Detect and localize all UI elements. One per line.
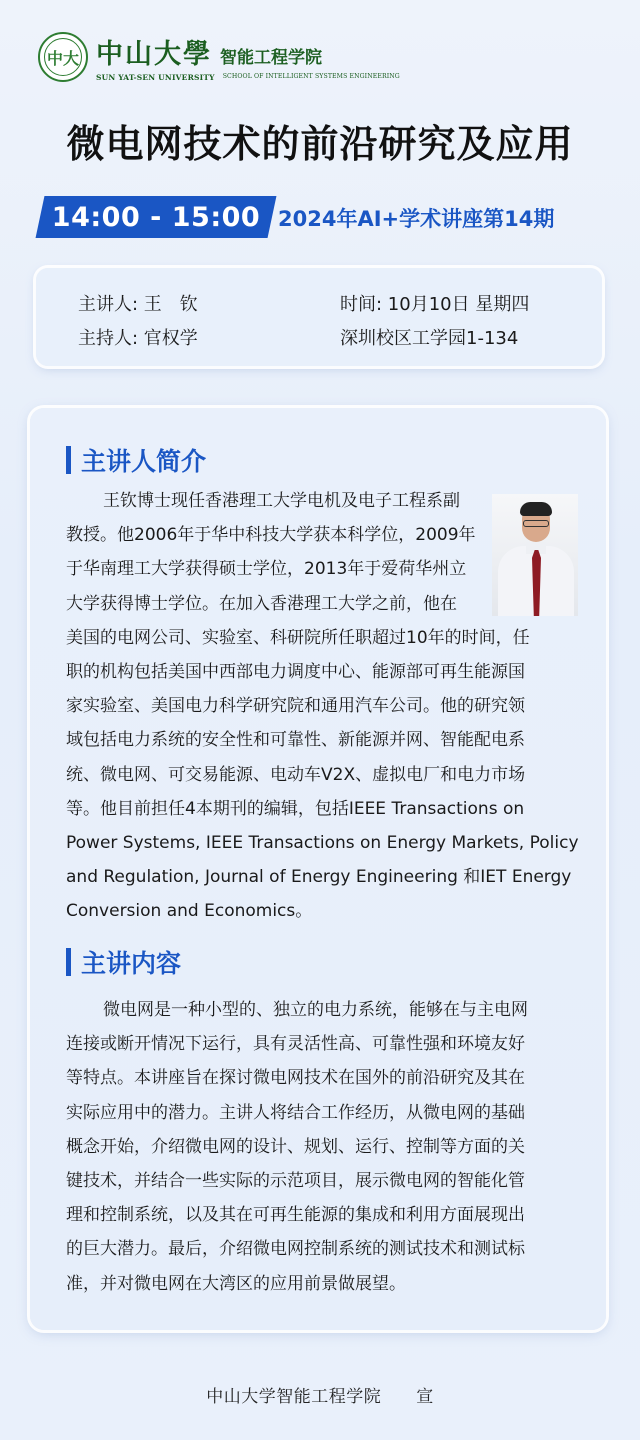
content-line: 键技术，并结合一些实际的示范项目，展示微电网的智能化管 xyxy=(66,1171,525,1192)
content-line: 微电网是一种小型的、独立的电力系统，能够在与主电网 xyxy=(103,1000,528,1020)
bio-line: 美国的电网公司、实验室、科研院所任职超过10年的时间，任 xyxy=(66,627,530,648)
university-name-en: SUN YAT-SEN UNIVERSITY xyxy=(96,73,215,82)
lecture-content-text xyxy=(66,993,574,1301)
speaker-name: 主讲人: 王 钦 xyxy=(78,294,198,315)
info-card xyxy=(36,268,602,366)
university-seal-logo xyxy=(38,32,88,82)
content-line: 概念开始，介绍微电网的设计、规划、运行、控制等方面的关 xyxy=(66,1136,525,1157)
bio-line: 王钦博士现任香港理工大学电机及电子工程系副 xyxy=(103,491,460,511)
bio-line: and Regulation, Journal of Energy Engineering 和IET Energy xyxy=(66,867,572,888)
lecture-content-heading-text: 主讲内容 xyxy=(81,949,182,978)
content-line: 连接或断开情况下运行，具有灵活性高、可靠性强和环境友好 xyxy=(66,1034,525,1055)
bio-line: 于华南理工大学获得硕士学位，2013年于爱荷华州立 xyxy=(66,559,467,580)
brand-text xyxy=(96,32,400,82)
lecture-time: 14:00 - 15:00 xyxy=(51,201,261,233)
seal-text: 中大 xyxy=(44,38,82,76)
school-name-cn: 智能工程学院 xyxy=(220,48,322,68)
content-line: 准，并对微电网在大湾区的应用前景做展望。 xyxy=(66,1273,406,1294)
lecture-date: 时间: 10月10日 星期四 xyxy=(340,294,530,315)
bio-line: Conversion and Economics。 xyxy=(66,901,313,922)
bio-line: Power Systems, IEEE Transactions on Energy Markets, Policy xyxy=(66,833,579,854)
heading-bar xyxy=(66,446,71,474)
lecture-location: 深圳校区工学园1-134 xyxy=(340,328,519,349)
content-line: 实际应用中的潜力。主讲人将结合工作经历，从微电网的基础 xyxy=(66,1102,525,1123)
university-name-cn: 中山大學 xyxy=(96,39,212,70)
speaker-bio-text xyxy=(66,484,579,929)
bio-line: 家实验室、美国电力科学研究院和通用汽车公司。他的研究领 xyxy=(66,696,525,717)
bio-line: 等。他目前担任4本期刊的编辑，包括IEEE Transactions on xyxy=(66,798,525,819)
content-line: 的巨大潜力。最后，介绍微电网控制系统的测试技术和测试标 xyxy=(66,1239,525,1260)
speaker-bio-heading-text: 主讲人简介 xyxy=(81,447,207,476)
bio-line: 统、微电网、可交易能源、电动车V2X、虚拟电厂和电力市场 xyxy=(66,764,526,785)
bio-line: 职的机构包括美国中西部电力调度中心、能源部可再生能源国 xyxy=(66,662,525,683)
lecture-content-heading xyxy=(66,944,181,980)
heading-bar xyxy=(66,948,71,976)
content-line: 理和控制系统，以及其在可再生能源的集成和利用方面展现出 xyxy=(66,1205,525,1226)
header xyxy=(38,32,400,82)
bio-line: 域包括电力系统的安全性和可靠性、新能源并网、智能配电系 xyxy=(66,730,525,751)
speaker-bio-heading xyxy=(66,442,206,478)
bio-line: 教授。他2006年于华中科技大学获本科学位，2009年 xyxy=(66,525,476,546)
lecture-series: 2024年AI+学术讲座第14期 xyxy=(278,207,555,231)
bio-line: 大学获得博士学位。在加入香港理工大学之前，他在 xyxy=(66,593,457,614)
content-line: 等特点。本讲座旨在探讨微电网技术在国外的前沿研究及其在 xyxy=(66,1068,525,1089)
host-name: 主持人: 官权学 xyxy=(78,328,198,349)
footer-issuer: 中山大学智能工程学院 宣 xyxy=(206,1387,434,1407)
school-name-en: SCHOOL OF INTELLIGENT SYSTEMS ENGINEERING xyxy=(222,73,400,80)
lecture-title: 微电网技术的前沿研究及应用 xyxy=(66,122,574,166)
